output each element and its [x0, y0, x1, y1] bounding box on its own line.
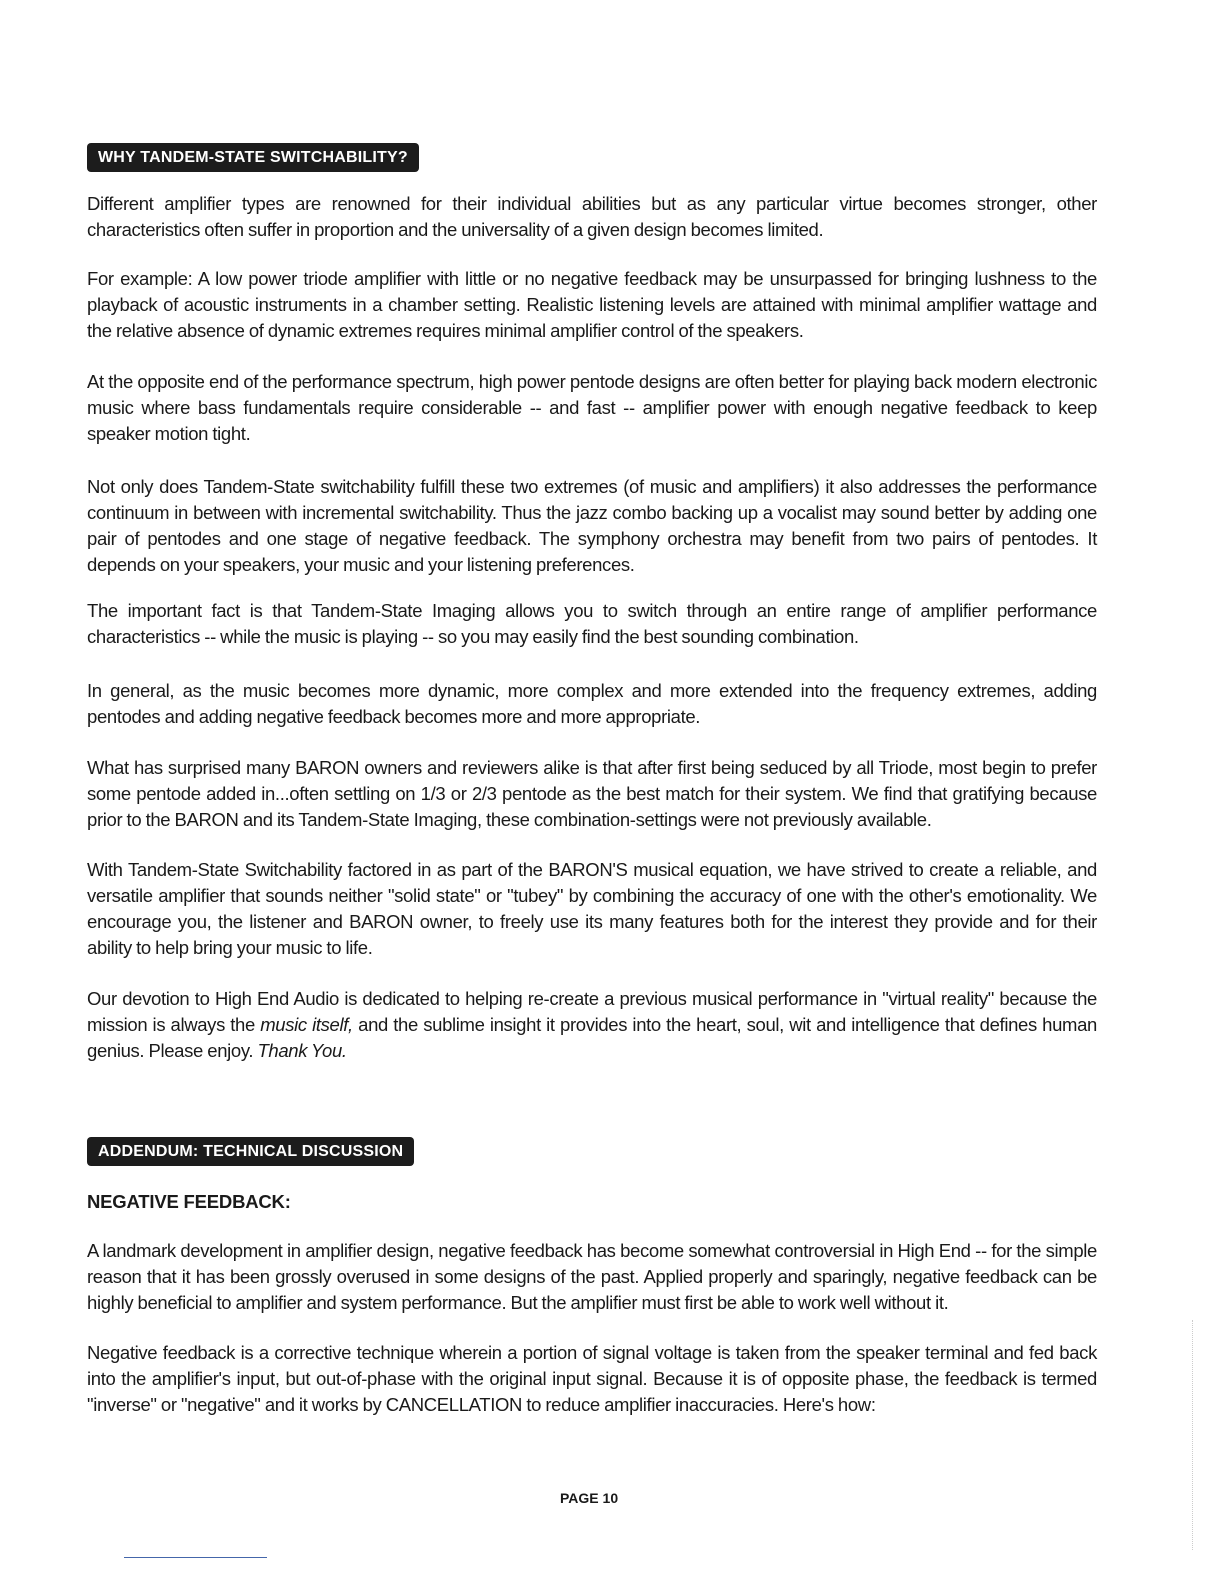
section-heading-why-tandem-state: WHY TANDEM-STATE SWITCHABILITY? — [87, 143, 419, 172]
section-heading-addendum: ADDENDUM: TECHNICAL DISCUSSION — [87, 1137, 414, 1166]
paragraph-low-power-triode: For example: A low power triode amplifier with little or no negative feedback may be unsurpassed for bringing lushness to the playback of acoustic instruments in a chamber setting. Realistic listening levels are attained with minimal amplifier wattage and the relative absence of dynamic extremes requires minimal amplifier control of the speakers. — [87, 268, 1097, 341]
devotion-text-1: Our devotion to High End Audio is dedicated to helping re-create a previous musical performance in "virtual reality" because the mission is always the — [87, 988, 1097, 1035]
paragraph-corrective-technique: Negative feedback is a corrective technique wherein a portion of signal voltage is taken from the speaker terminal and fed back into the amplifier's input, but out-of-phase with the original input signal. Because it is of opposite phase, the feedback is termed "inverse" or "negative" and it works by CANCELLATION to reduce amplifier inaccuracies. Here's how: — [87, 1342, 1097, 1415]
subheading-negative-feedback: NEGATIVE FEEDBACK: — [87, 1191, 291, 1212]
paragraph-important-fact: The important fact is that Tandem-State Imaging allows you to switch through an entire range of amplifier performance characteristics -- while the music is playing -- so you may easily find the best sounding combination. — [87, 600, 1097, 647]
devotion-text-2: and the sublime insight it provides into the heart, soul, wit and intelligence that defines human genius. Please enjoy. — [87, 1014, 1097, 1061]
paragraph-in-general: In general, as the music becomes more dynamic, more complex and more extended into the frequency extremes, adding pentodes and adding negative feedback becomes more and more appropriate. — [87, 680, 1097, 727]
paragraph-tandem-state-continuum: Not only does Tandem-State switchability fulfill these two extremes (of music and amplifiers) it also addresses the performance continuum in between with incremental switchability. Thus the jazz combo backing up a vocalist may sound better by adding one pair of pentodes and one stage of negative feedback. The symphony orchestra may benefit from two pairs of pentodes. It depends on your speakers, your music and your listening preferences. — [87, 476, 1097, 575]
paragraph-musical-equation: With Tandem-State Switchability factored in as part of the BARON'S musical equation, we have strived to create a reliable, and versatile amplifier that sounds neither "solid state" or "tubey" by combining the accuracy of one with the other's emotionality. We encourage you, the listener and BARON owner, to freely use its many features both for the interest they provide and for their ability to help bring your music to life. — [87, 859, 1097, 958]
paragraph-baron-owners: What has surprised many BARON owners and reviewers alike is that after first being seduced by all Triode, most begin to prefer some pentode added in...often settling on 1/3 or 2/3 pentode as the best match for their system. We find that gratifying because prior to the BARON and its Tandem-State Imaging, these combination-settings were not previously available. — [87, 757, 1097, 830]
devotion-italic-music-itself: music itself, — [260, 1014, 353, 1035]
paragraph-devotion — [87, 986, 1097, 1064]
bottom-rule — [124, 1557, 267, 1558]
page-number: PAGE 10 — [560, 1490, 619, 1506]
devotion-italic-thank-you: Thank You. — [257, 1040, 347, 1061]
paragraph-landmark-development: A landmark development in amplifier design, negative feedback has become somewhat controversial in High End -- for the simple reason that it has been grossly overused in some designs of the past. Applied properly and sparingly, negative feedback can be highly beneficial to amplifier and system performance. But the amplifier must first be able to work well without it. — [87, 1240, 1097, 1313]
scan-margin-artifact — [1192, 1320, 1193, 1550]
paragraph-amplifier-types: Different amplifier types are renowned for their individual abilities but as any particular virtue becomes stronger, other characteristics often suffer in proportion and the universality of a given design becomes limited. — [87, 193, 1097, 240]
paragraph-high-power-pentode: At the opposite end of the performance spectrum, high power pentode designs are often better for playing back modern electronic music where bass fundamentals require considerable -- and fast -- amplifier power with enough negative feedback to keep speaker motion tight. — [87, 371, 1097, 444]
